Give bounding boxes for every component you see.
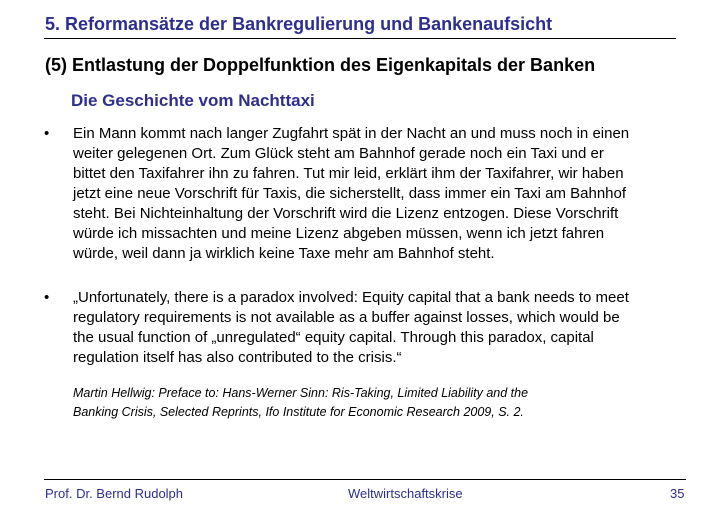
- slide-subtitle: (5) Entlastung der Doppelfunktion des Eigenkapitals der Banken: [45, 55, 596, 75]
- page-number: 35: [670, 486, 685, 501]
- footer-author: Prof. Dr. Bernd Rudolph: [45, 486, 184, 501]
- text-line: „Unfortunately, there is a paradox involved: Equity capital that a bank needs to meet: [73, 289, 629, 306]
- text-line: würde, weil dann ja wirklich keine Taxe mehr am Bahnhof steht.: [73, 245, 495, 262]
- text-line: würde ich missachten und meine Lizenz abgeben müssen, wenn ich jetzt fahren: [73, 225, 605, 242]
- citation-line: Banking Crisis, Selected Reprints, Ifo Institute for Economic Research 2009, S. 2.: [73, 405, 524, 419]
- text-line: regulation itself has also contributed to the crisis.“: [73, 349, 402, 366]
- story-heading: Die Geschichte vom Nachttaxi: [71, 91, 315, 110]
- section-title: 5. Reformansätze der Bankregulierung und Bankenaufsicht: [45, 14, 553, 34]
- bullet-marker: •: [44, 289, 50, 306]
- quote-citation: [73, 384, 528, 422]
- title-divider: [44, 38, 676, 39]
- text-line: the usual function of „unregulated“ equity capital. Through this paradox, capital: [73, 329, 594, 346]
- text-line: regulatory requirements is not available as a buffer against losses, which would be: [73, 309, 620, 326]
- text-line: bittet den Taxifahrer ihn zu fahren. Tut mir leid, erklärt ihm der Taxifahrer, wir haben: [73, 165, 624, 182]
- text-line: weiter gelegenen Ort. Zum Glück steht am Bahnhof gerade noch ein Taxi und er: [73, 145, 604, 162]
- citation-line: Martin Hellwig: Preface to: Hans-Werner Sinn: Ris-Taking, Limited Liability and the: [73, 386, 529, 400]
- bullet-taxi-story: [73, 124, 693, 264]
- text-line: Ein Mann kommt nach langer Zugfahrt spät in der Nacht an und muss noch in einen: [73, 125, 630, 142]
- bullet-quote: [73, 288, 693, 368]
- footer-divider: [44, 479, 686, 480]
- footer-course: Weltwirtschaftskrise: [348, 486, 463, 501]
- text-line: jetzt eine neue Vorschrift für Taxis, die sicherstellt, dass immer ein Taxi am Bahnhof: [73, 185, 627, 202]
- text-line: steht. Bei Nichteinhaltung der Vorschrift wird die Lizenz entzogen. Diese Vorschrift: [73, 205, 619, 222]
- bullet-marker: •: [44, 125, 50, 142]
